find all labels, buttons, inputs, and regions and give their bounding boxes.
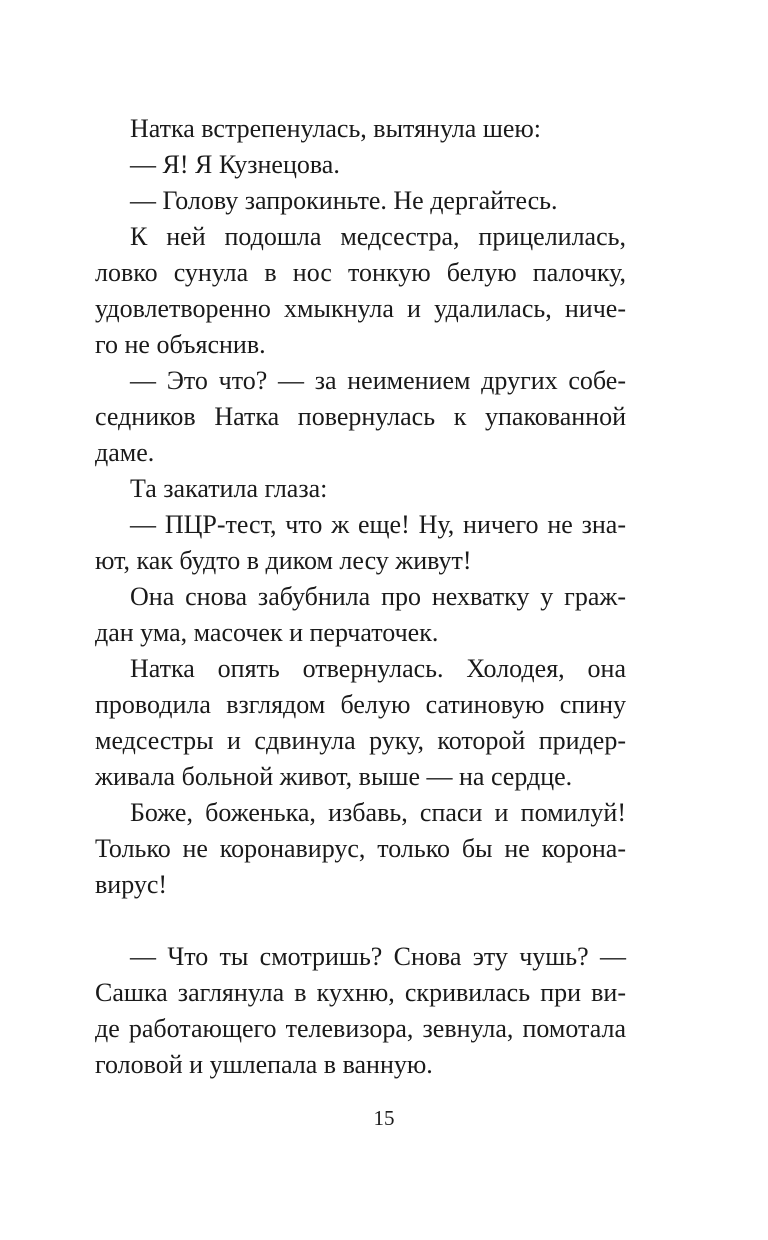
- text-line: Она снова забубнила про нехватку у граж-: [130, 582, 626, 611]
- text-line: Натка встрепенулась, вытянула шею:: [130, 114, 542, 143]
- text-line: даме.: [95, 438, 155, 467]
- text-line: К ней подошла медсестра, прицелилась,: [130, 222, 626, 251]
- text-line: — Это что? — за неимением других собе-: [130, 366, 626, 395]
- text-line: вирус!: [95, 870, 168, 899]
- text-line: медсестры и сдвинула руку, которой придер-: [95, 726, 626, 755]
- text-line: головой и ушлепала в ванную.: [95, 1050, 433, 1079]
- text-line: живала больной живот, выше — на сердце.: [95, 762, 573, 791]
- text-line: — ПЦР-тест, что ж еще! Ну, ничего не зна-: [130, 510, 626, 539]
- text-line: ют, как будто в диком лесу живут!: [95, 546, 472, 575]
- text-line: удовлетворенно хмыкнула и удалилась, ниче-: [95, 294, 626, 323]
- text-line: де работающего телевизора, зевнула, помотала: [95, 1014, 626, 1043]
- text-line: Та закатила глаза:: [130, 474, 328, 503]
- text-line: го не объяснив.: [95, 330, 266, 359]
- text-line: ловко сунула в нос тонкую белую палочку,: [95, 258, 626, 287]
- text-line: седников Натка повернулась к упакованной: [95, 402, 626, 431]
- text-line: Натка опять отвернулась. Холодея, она: [130, 654, 626, 683]
- text-line: Сашка заглянула в кухню, скривилась при ви-: [95, 978, 626, 1007]
- page-number: 15: [373, 1106, 395, 1130]
- text-line: — Что ты смотришь? Снова эту чушь? —: [130, 942, 626, 971]
- text-line: дан ума, масочек и перчаточек.: [95, 618, 439, 647]
- text-line: — Голову запрокиньте. Не дергайтесь.: [130, 186, 558, 215]
- text-line: проводила взглядом белую сатиновую спину: [95, 690, 626, 719]
- text-line: Только не коронавирус, только бы не корона-: [95, 834, 626, 863]
- text-line: Боже, боженька, избавь, спаси и помилуй!: [130, 798, 626, 827]
- text-line: — Я! Я Кузнецова.: [130, 150, 340, 179]
